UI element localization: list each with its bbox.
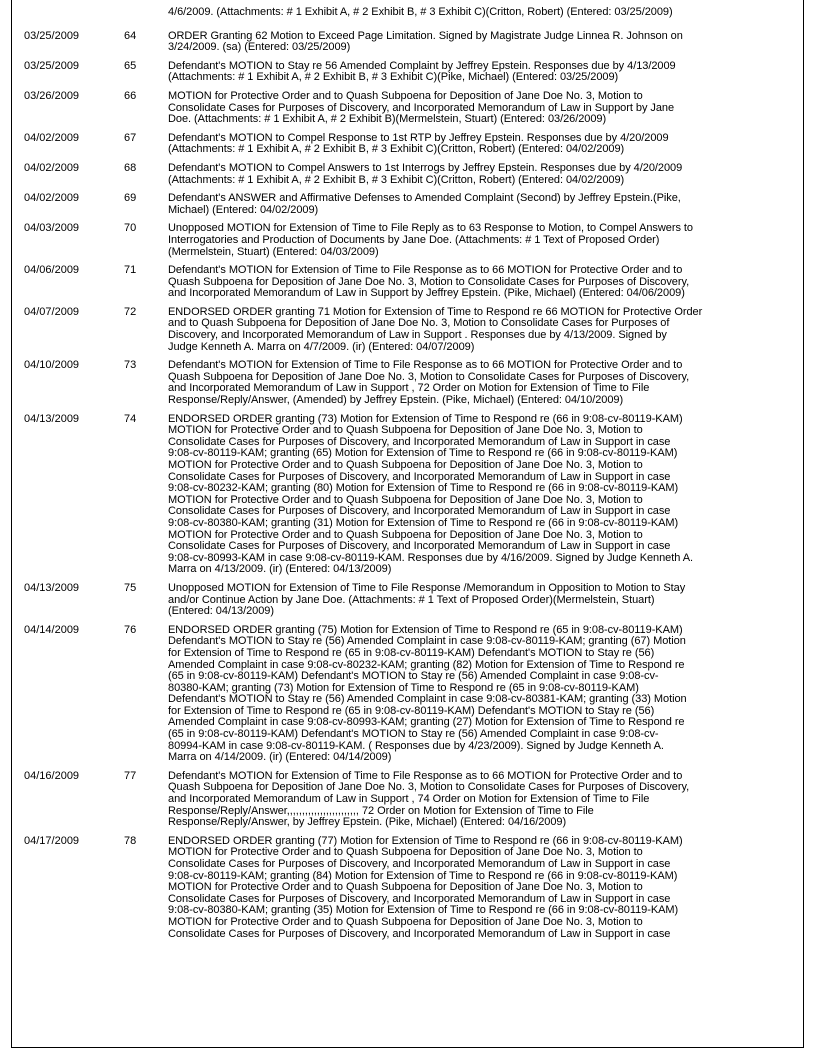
docket-entry-67	[12, 133, 803, 163]
docket-entry-75	[12, 583, 803, 625]
docket-entry-77	[12, 771, 803, 836]
docket-entry-68	[12, 163, 803, 193]
docket-entry-76	[12, 625, 803, 771]
entry-text: Defendant's MOTION for Extension of Time to File Response as to 66 MOTION for Protective Order and to Quash Subpoena for Deposition of Jane Doe No. 3, Motion to Consolidate Cases for Purposes of Discovery, and Incorporated Memorandum of Law in Support , 72 Order on Motion for Extension of Time to File Response/Reply/Answer, (Amended) by Jeffrey Epstein. (Pike, Michael) (Entered: 04/10/2009)	[168, 359, 690, 407]
entry-date: 03/26/2009	[24, 89, 80, 102]
entry-number: 66	[124, 89, 137, 102]
entry-number: 64	[124, 29, 137, 42]
entry-date: 04/13/2009	[24, 412, 80, 425]
entry-text: 4/6/2009. (Attachments: # 1 Exhibit A, # 2 Exhibit B, # 3 Exhibit C)(Critton, Robert) (Entered: 03/25/2009)	[168, 6, 673, 18]
docket-entry-69	[12, 193, 803, 223]
entry-text: ENDORSED ORDER granting (75) Motion for Extension of Time to Respond re (65 in 9:08-cv-80119-KAM) Defendant's MOTION to Stay re (56) Amended Complaint in case 9:08-cv-80119-KAM; granting (67) Motion for Extension of Time to Respond re (65 in 9:08-cv-80119-KAM) Defendant's MOTION to Stay re (56) Amended Complaint in case 9:08-cv-80232-KAM; granting (82) Motion for Extension of Time to Respond re (65 in 9:08-cv-80119-KAM) Defendant's MOTION to Stay re (56) Amended Complaint in case 9:08-cv- 80380-KAM; granting (73) Motion for Extension of Time to Respond re (65 in 9:08-cv-80119-KAM) Defendant's MOTION to Stay re (56) Amended Complaint in case 9:08-cv-80381-KAM; granting (33) Motion for Extension of Time to Respond re (65 in 9:08-cv-80119-KAM) Defendant's MOTION to Stay re (56) Amended Complaint in case 9:08-cv-80993-KAM; granting (27) Motion for Extension of Time to Respond re (65 in 9:08-cv-80119-KAM) Defendant's MOTION to Stay re (56) Amended Complaint in case 9:08-cv- 80994-KAM in case 9:08-cv-80119-KAM. ( Responses due by 4/23/2009). Signed by Judge Kenneth A. Marra on 4/14/2009. (ir) (Entered: 04/14/2009)	[168, 623, 687, 764]
entry-date: 03/25/2009	[24, 29, 80, 42]
entry-number: 77	[124, 769, 137, 782]
entry-date: 03/25/2009	[24, 59, 80, 72]
entry-number: 69	[124, 192, 137, 205]
entry-text: ENDORSED ORDER granting 71 Motion for Extension of Time to Respond re 66 MOTION for Protective Order and to Quash Subpoena for Deposition of Jane Doe No. 3, Motion to Consolidate Cases for Purposes of Discovery, and Incorporated Memorandum of Law in Support . Responses due by 4/13/2009. Signed by Judge Kenneth A. Marra on 4/7/2009. (ir) (Entered: 04/07/2009)	[168, 305, 703, 353]
entry-number: 75	[124, 581, 137, 594]
entry-number: 78	[124, 834, 137, 847]
entry-number: 76	[124, 623, 137, 636]
docket-entry-73	[12, 360, 803, 413]
entry-text: Defendant's MOTION for Extension of Time to File Response as to 66 MOTION for Protective Order and to Quash Subpoena for Deposition of Jane Doe No. 3, Motion to Consolidate Cases for Purposes of Discovery, and Incorporated Memorandum of Law in Support by Jeffrey Epstein. (Pike, Michael) (Entered: 04/06/2009)	[168, 264, 690, 300]
entry-text: Defendant's MOTION to Compel Response to 1st RTP by Jeffrey Epstein. Responses due by 4/20/2009 (Attachments: # 1 Exhibit A, # 2 Exhibit B, # 3 Exhibit C)(Critton, Robert) (Entered: 04/02/2009)	[168, 131, 669, 156]
entry-text: ENDORSED ORDER granting (77) Motion for Extension of Time to Respond re (66 in 9:08-cv-80119-KAM) MOTION for Protective Order and to Quash Subpoena for Deposition of Jane Doe No. 3, Motion to Consolidate Cases for Purposes of Discovery, and Incorporated Memorandum of Law in Support in case 9:08-cv-80119-KAM; granting (84) Motion for Extension of Time to Respond re (66 in 9:08-cv-80119-KAM) MOTION for Protective Order and to Quash Subpoena for Deposition of Jane Doe No. 3, Motion to Consolidate Cases for Purposes of Discovery, and Incorporated Memorandum of Law in Support in case 9:08-cv-80380-KAM; granting (35) Motion for Extension of Time to Respond re (66 in 9:08-cv-80119-KAM) MOTION for Protective Order and to Quash Subpoena for Deposition of Jane Doe No. 3, Motion to Consolidate Cases for Purposes of Discovery, and Incorporated Memorandum of Law in Support in case	[168, 834, 683, 940]
docket-entry-64	[12, 31, 803, 61]
entry-text: Defendant's ANSWER and Affirmative Defenses to Amended Complaint (Second) by Jeffrey Epstein.(Pike, Michael) (Entered: 04/02/2009)	[168, 192, 681, 216]
entry-date: 04/17/2009	[24, 834, 80, 847]
docket-continuation	[12, 0, 803, 31]
entry-text: ORDER Granting 62 Motion to Exceed Page Limitation. Signed by Magistrate Judge Linnea R. Johnson on 3/24/2009. (sa) (Entered: 03/25/2009)	[168, 29, 683, 54]
entry-number: 68	[124, 161, 137, 174]
entry-text: Defendant's MOTION for Extension of Time to File Response as to 66 MOTION for Protective Order and to Quash Subpoena for Deposition of Jane Doe No. 3, Motion to Consolidate Cases for Purposes of Discovery, and Incorporated Memorandum of Law in Support , 74 Order on Motion for Extension of Time to File Response/Reply/Answer,,,,,,,,,,,,,,,,,,,,,,,, 72 Order on Motion for Extension of Time to File Response/Reply/Answer, by Jeffrey Epstein. (Pike, Michael) (Entered: 04/16/2009)	[168, 769, 690, 829]
entry-date: 04/14/2009	[24, 623, 80, 636]
entry-date: 04/03/2009	[24, 222, 80, 235]
entry-number: 71	[124, 264, 137, 277]
entry-number: 74	[124, 412, 137, 425]
docket-entry-78	[12, 836, 803, 947]
entry-text: ENDORSED ORDER granting (73) Motion for Extension of Time to Respond re (66 in 9:08-cv-80119-KAM) MOTION for Protective Order and to Quash Subpoena for Deposition of Jane Doe No. 3, Motion to Consolidate Cases for Purposes of Discovery, and Incorporated Memorandum of Law in Support in case 9:08-cv-80119-KAM; granting (65) Motion for Extension of Time to Respond re (66 in 9:08-cv-80119-KAM) MOTION for Protective Order and to Quash Subpoena for Deposition of Jane Doe No. 3, Motion to Consolidate Cases for Purposes of Discovery, and Incorporated Memorandum of Law in Support in case 9:08-cv-80232-KAM; granting (80) Motion for Extension of Time to Respond re (66 in 9:08-cv-80119-KAM) MOTION for Protective Order and to Quash Subpoena for Deposition of Jane Doe No. 3, Motion to Consolidate Cases for Purposes of Discovery, and Incorporated Memorandum of Law in Support in case 9:08-cv-80380-KAM; granting (31) Motion for Extension of Time to Respond re (66 in 9:08-cv-80119-KAM) MOTION for Protective Order and to Quash Subpoena for Deposition of Jane Doe No. 3, Motion to Consolidate Cases for Purposes of Discovery, and Incorporated Memorandum of Law in Support in case 9:08-cv-80993-KAM in case 9:08-cv-80119-KAM. Responses due by 4/16/2009. Signed by Judge Kenneth A. Marra on 4/13/2009. (ir) (Entered: 04/13/2009)	[168, 412, 694, 576]
entry-text: Unopposed MOTION for Extension of Time to File Reply as to 63 Response to Motion, to Compel Answers to Interrogatories and Production of Documents by Jane Doe. (Attachments: # 1 Text of Proposed Order) (Mermelstein, Stuart) (Entered: 04/03/2009)	[168, 222, 693, 258]
entry-number: 73	[124, 359, 137, 372]
entry-text: Defendant's MOTION to Stay re 56 Amended Complaint by Jeffrey Epstein. Responses due by 4/13/2009 (Attachments: # 1 Exhibit A, # 2 Exhibit B, # 3 Exhibit C)(Pike, Michael) (Entered: 03/25/2009)	[168, 59, 676, 84]
entry-date: 04/02/2009	[24, 161, 80, 174]
docket-entry-65	[12, 61, 803, 91]
entry-text: Unopposed MOTION for Extension of Time to File Response /Memorandum in Opposition to Motion to Stay and/or Continue Action by Jane Doe. (Attachments: # 1 Text of Proposed Order)(Mermelstein, Stuart) (Entered: 04/13/2009)	[168, 581, 686, 618]
docket-entry-70	[12, 223, 803, 265]
entry-date: 04/06/2009	[24, 264, 80, 277]
entry-number: 70	[124, 222, 137, 235]
docket-entry-72	[12, 307, 803, 360]
entry-number: 65	[124, 59, 137, 72]
entry-number: 72	[124, 305, 137, 318]
entry-date: 04/16/2009	[24, 769, 80, 782]
entry-date: 04/13/2009	[24, 581, 80, 594]
entry-date: 04/07/2009	[24, 305, 80, 318]
entry-date: 04/10/2009	[24, 359, 80, 372]
docket-entry-71	[12, 265, 803, 307]
docket-entry-66	[12, 91, 803, 133]
entry-date: 04/02/2009	[24, 131, 80, 144]
docket-entry-74	[12, 414, 803, 583]
entry-date: 04/02/2009	[24, 192, 80, 205]
entry-text: Defendant's MOTION to Compel Answers to 1st Interrogs by Jeffrey Epstein. Responses due by 4/20/2009 (Attachments: # 1 Exhibit A, # 2 Exhibit B, # 3 Exhibit C)(Critton, Robert) (Entered: 04/02/2009)	[168, 161, 683, 186]
docket-table	[11, 0, 804, 1048]
entry-text: MOTION for Protective Order and to Quash Subpoena for Deposition of Jane Doe No. 3, Motion to Consolidate Cases for Purposes of Discovery, and Incorporated Memorandum of Law in Support by Jane Doe. (Attachments: # 1 Exhibit A, # 2 Exhibit B)(Mermelstein, Stuart) (Entered: 03/26/2009)	[168, 89, 675, 126]
entry-number: 67	[124, 131, 137, 144]
